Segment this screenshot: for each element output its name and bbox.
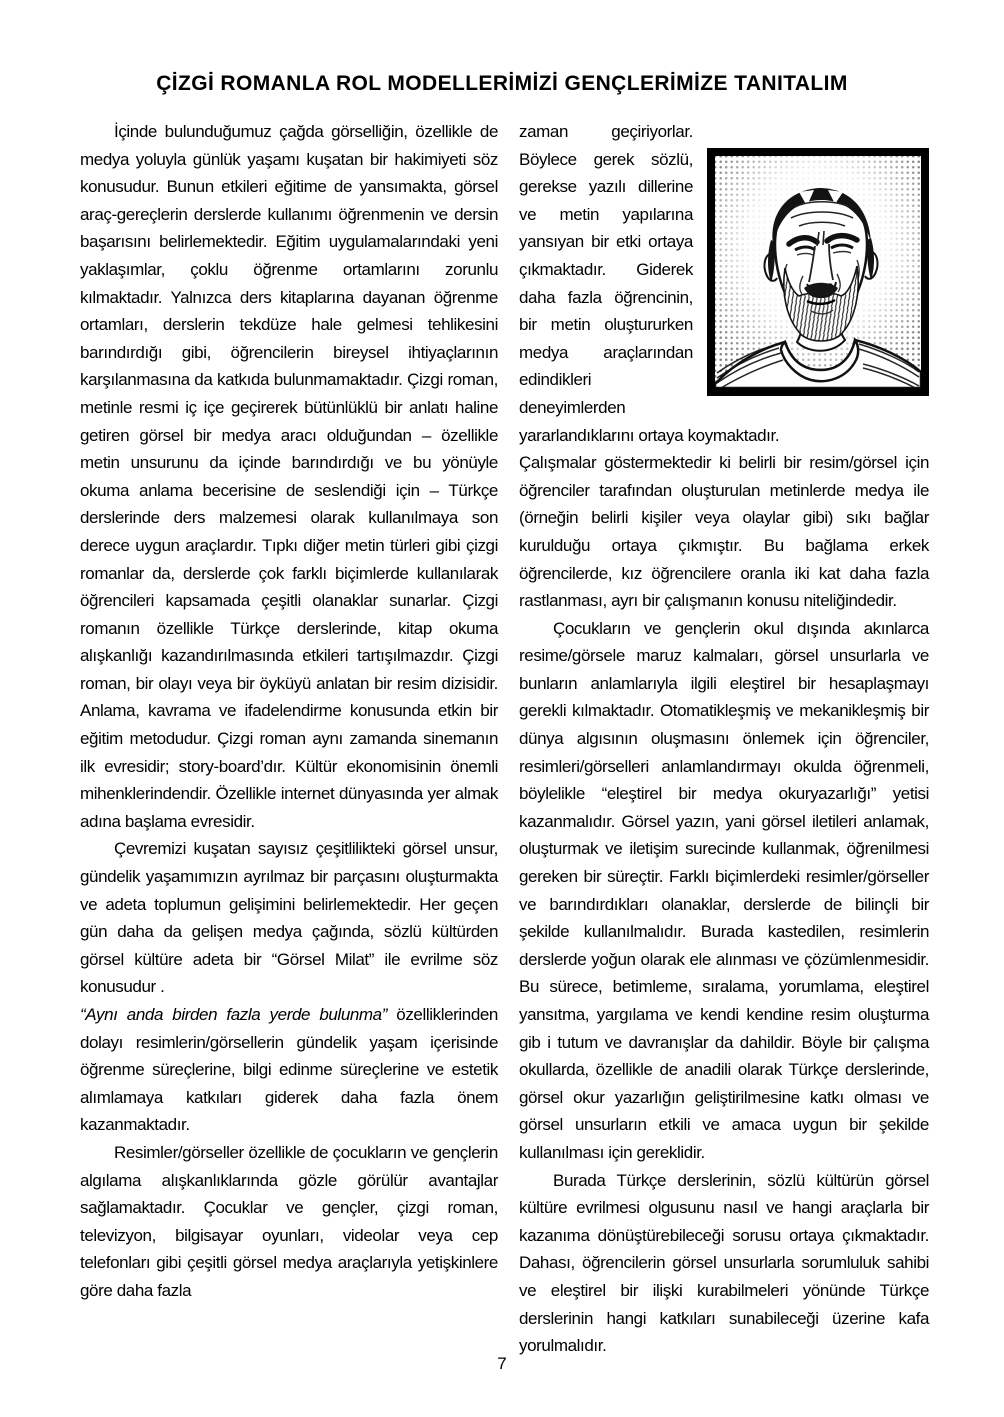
page-number: 7 xyxy=(497,1354,507,1373)
portrait-illustration xyxy=(707,148,929,396)
left-column xyxy=(80,118,498,1305)
portrait-man-drawing xyxy=(707,148,929,396)
paragraph: İçinde bulunduğumuz çağda görselliğin, özellikle de medya yoluyla günlük yaşamı kuşatan bir hakimiyeti söz konusudur. Bunun etkileri eğitime de yansımakta, görsel araç-gereçlerin derslerde kullanımı öğrenmenin ve dersin başarısını belirlemektedir. Eğitim uygulamalarındaki yeni yaklaşımlar, çoklu öğrenme ortamlarını zorunlu kılmaktadır. Yalnızca ders kitaplarına dayanan öğrenme ortamları, derslerin tekdüze hale gelmesi tehlikesini barındırdığı gibi, öğrencilerin bireysel ihtiyaçlarının karşılanmasına da katkıda bulunmamaktadır. Çizgi roman, metinle resmi iç içe geçirerek bütünlüklü bir anlatı haline getiren görsel bir medya aracı olduğundan – özellikle metin unsurunu da içinde barındırdığı ve bu yönüyle okuma anlama becerisine de seslendiği için – Türkçe derslerinde ders malzemesi olarak kullanılmaya son derece uygun araçlardır. Tıpkı diğer metin türleri gibi çizgi romanlar da, derslerde çok farklı biçimlerde kullanılarak öğrencileri kapsamada çeşitli olanaklar sunarlar. Çizgi romanın özellikle Türkçe derslerinde, kitap okuma alışkanlığı kazandırılmasında etkileri tartışılmazdır. Çizgi roman, bir olayı veya bir öyküyü anlatan bir resim dizisidir. Anlama, kavrama ve ifadelendirme konusunda etkin bir eğitim metodudur. Çizgi roman aynı zamanda sinemanın ilk evresidir; story-board’dır. Kültür ekonomisinin önemli mihenklerindendir. Özellikle internet dünyasında yer almak adına başlama evresidir. xyxy=(80,122,498,831)
paragraph: Çocukların ve gençlerin okul dışında akınlarca resime/görsele maruz kalmaları, görsel unsurlarla ve bunların anlamlarıyla ilgili eleştirel bir hesaplaşmayı gerekli kılmaktadır. Otomatikleşmiş ve mekanikleşmiş bir dünya algısının oluşmasını önlemek için öğrenciler, resimleri/görselleri anlamlandırmayı okulda öğrenmeli, böylelikle “eleştirel bir medya okuryazarlığı” yetisi kazanmalıdır. Görsel yazın, yani görsel iletileri anlamak, oluşturmak ve iletişim surecinde kullanmak, öğrenilmesi gereken bir süreçtir. Farklı biçimlerdeki resimler/görseller ve barındırdıkları olanaklar, derslerde de bilinçli bir şekilde kullanılmalıdır. Burada kastedilen, resimlerin derslerde yoğun olarak ele alınması ve çözümlenmesidir. Bu sürece, betimleme, sıralama, yorumlama, eleştirel yansıtma, yargılama ve kendi kendine resim oluşturma gib i tutum ve davranışlar da dahildir. Böyle bir çalışma okullarda, özellikle de anadili olarak Türkçe derslerinde, görsel okur yazarlığın geliştirilmesine katkı olması ve görsel unsurların etkili ve amaca uygun bir şekilde kullanılması için gereklidir. xyxy=(519,618,929,1162)
paragraph-rest: özelliklerinden dolayı resimlerin/görsellerin gündelik yaşam içerisinde öğrenme süreçlerine, bilgi edinme süreçlerine ve estetik alımlamaya katkıları giderek daha fazla önem kazanmaktadır. xyxy=(80,1005,498,1135)
paragraph: Çalışmalar göstermektedir ki belirli bir resim/görsel için öğrenciler tarafından oluşturulan metinlerde medya ile (örneğin belirli kişiler veya olaylar gibi) sıkı bağlar kurulduğu ortaya çıkmıştır. Bu bağlama erkek öğrencilerde, kız öğrencilere oranla iki kat daha fazla rastlanması, ayrı bir çalışmanın konusu niteliğindedir. xyxy=(519,453,929,611)
paragraph: Çevremizi kuşatan sayısız çeşitlilikteki görsel unsur, gündelik yaşamımızın ayrılmaz bir parçasını oluşturmakta ve adeta toplumun gelişimini belirlemektedir. Her geçen gün daha da gelişen medya çağında, sözlü kültürden görsel kültüre adeta bir “Görsel Milat” ile evrilme söz konusudur . xyxy=(80,839,498,997)
paragraph-with-quote xyxy=(80,1001,498,1139)
page-title: ÇİZGİ ROMANLA ROL MODELLERİMİZİ GENÇLERİMİZE TANITALIM xyxy=(156,72,848,95)
paragraph: Burada Türkçe derslerinin, sözlü kültürün görsel kültüre evrilmesi olgusunu nasıl ve hangi araçlarla bir kazanıma dönüştürebileceği sorusu ortaya çıkmaktadır. Dahası, öğrencilerin görsel unsurlarla sorumluluk sahibi ve eleştirel bir ilişki kurabilmeleri yönünde Türkçe derslerinin hangi katkıları sunabileceği üzerine kafa yorulmalıdır. xyxy=(519,1170,929,1356)
paragraph: Resimler/görseller özellikle de çocukların ve gençlerin algılama alışkanlıklarında gözle görülür avantajlar sağlamaktadır. Çocuklar ve gençler, çizgi roman, televizyon, bilgisayar oyunları, videolar veya cep telefonları gibi çeşitli görsel medya araçlarıyla yetişkinlere göre daha fazla xyxy=(80,1142,498,1300)
right-column xyxy=(519,118,929,1360)
quoted-phrase: “Aynı anda birden fazla yerde bulunma” xyxy=(80,1005,387,1024)
paragraph: zaman geçiriyorlar. Böylece gerek sözlü, gerekse yazılı dillerine ve metin yapılarına yansıyan bir etki ortaya çıkmaktadır. Giderek daha fazla öğrencinin, bir metin oluştururken medya araçlarından edindikleri deneyimlerden yararlandıklarını ortaya koymaktadır. xyxy=(519,122,780,445)
